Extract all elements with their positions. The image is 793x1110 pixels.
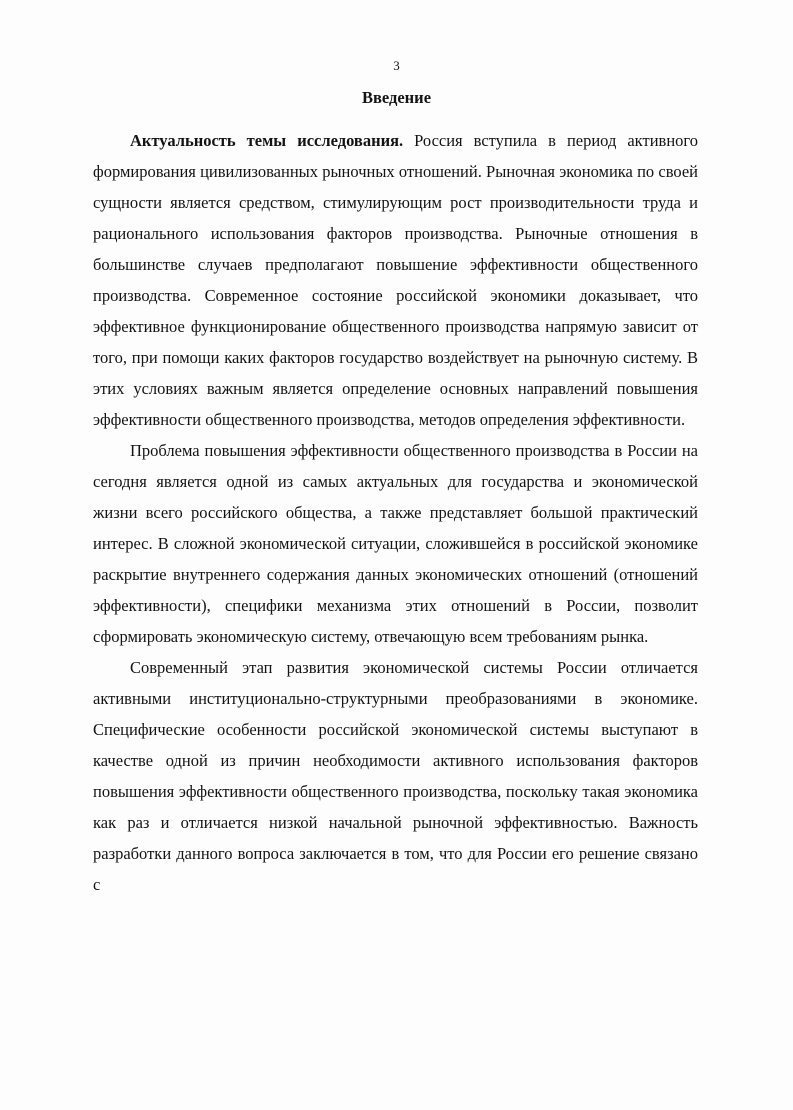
paragraph-current-stage xyxy=(93,652,698,900)
paragraph-text: Проблема повышения эффективности общественного производства в России на сегодня является одной из самых актуальных для государства и экономической жизни всего российского общества, а также представляет большой практический интерес. В сложной экономической ситуации, сложившейся в российской экономике раскрытие внутреннего содержания данных экономических отношений (отношений эффективности), специфики механизма этих отношений в России, позволит сформировать экономическую систему, отвечающую всем требованиям рынка. xyxy=(93,441,698,646)
paragraph-problem xyxy=(93,435,698,652)
page-number: 3 xyxy=(393,58,400,73)
paragraph-text: Современный этап развития экономической системы России отличается активными институционально-структурными преобразованиями в экономике. Специфические особенности российской экономической системы выступают в качестве одной из причин необходимости активного использования факторов повышения эффективности общественного производства, поскольку такая экономика как раз и отличается низкой начальной рыночной эффективностью. Важность разработки данного вопроса заключается в том, что для России его решение связано с xyxy=(93,658,698,894)
section-heading: Введение xyxy=(361,88,432,107)
paragraph-text: Россия вступила в период активного формирования цивилизованных рыночных отношений. Рыночная экономика по своей сущности является средством, стимулирующим рост производительности труда и рационального использования факторов производства. Рыночные отношения в большинстве случаев предполагают повышение эффективности общественного производства. Современное состояние российской экономики доказывает, что эффективное функционирование общественного производства напрямую зависит от того, при помощи каких факторов государство воздействует на рыночную систему. В этих условиях важным является определение основных направлений повышения эффективности общественного производства, методов определения эффективности. xyxy=(93,131,699,429)
paragraph-relevance xyxy=(93,125,698,435)
body-text xyxy=(93,125,698,900)
paragraph-lead: Актуальность темы исследования. xyxy=(130,131,404,150)
